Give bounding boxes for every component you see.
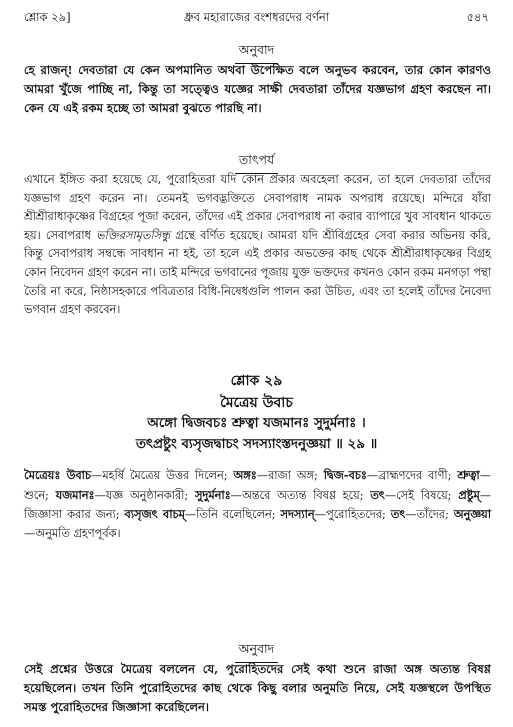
synonym-meaning: রাজা অঙ্গ; — [268, 469, 324, 482]
purport-text: এখানে ইঙ্গিত করা হয়েছে যে, পুরোহিতরা যদি কোন প্রকার অবহেলা করেন, তা হলে দেবতারা তাঁদের যজ্ঞভাগ গ্রহণ করেন না। তেমনই ভগবদ্ভক্তিতে সেবাপরাধ নামক অপরাধ রয়েছে। মন্দিরে যাঁরা শ্রীশ্রীরাধাকৃষ্ণের বিগ্রহের পূজা করেন, তাঁদের এই প্রকার সেবাপরাধ না করার ব্যাপারে খুব সাবধান থাকতে হয়। সেবাপরাধ ভক্তিরসামৃতসিন্ধু গ্রন্থে বর্ণিত হয়েছে। আমরা যদি শ্রীবিগ্রহের সেবা করার অভিনয় করি, কিন্তু সেবাপরাধ সম্বন্ধে সাবধান না হই, তা হলে এই প্রকার অভক্তের কাছ থেকে শ্রীশ্রীরাধাকৃষ্ণের বিগ্রহ কোন নিবেদন গ্রহণ করেন না। তাই মন্দিরে ভগবানের পূজায় যুক্ত ভক্তদের কখনও কোন রকম মনগড়া পন্থা তৈরি না করে, নিষ্ঠাসহকারে পবিত্রতার বিধি-নিষেধগুলি পালন করা উচিত, এবং তা হলেই তাঁদের নৈবেদ্য ভগবান গ্রহণ করবেন। — [24, 173, 491, 317]
book-title-reference: ভক্তিরসামৃতসিন্ধু — [96, 228, 171, 242]
synonym-term: সদস্যান্ — [280, 507, 315, 522]
translation-text-2: সেই প্রশ্নের উত্তরে মৈত্রেয় বললেন যে, পুরোহিতদের সেই কথা শুনে রাজা অঙ্গ অত্যন্ত বিষণ্ণ হয়েছিলেন। তখন তিনি পুরোহিতদের কাছ থেকে কিছু বলার অনুমতি নিয়ে, সেই যজ্ঞস্থলে উপস্থিত সমস্ত পুরোহিতদের জিজ্ঞাসা করেছিলেন। — [24, 662, 491, 714]
header-chapter-title: ধ্রুব মহারাজের বংশধরদের বর্ণনা — [183, 10, 330, 24]
verse-speaker: মৈত্রেয় উবাচ — [220, 395, 293, 411]
synonym-meaning: তাঁদের; — [416, 508, 454, 522]
synonym-meaning: সেই বিষয়ে; — [396, 488, 459, 502]
synonym-term: ব্যসৃজৎ বাচম্ — [124, 507, 185, 522]
synonym-meaning: তিনি বলেছিলেন; — [196, 508, 281, 522]
translation-text: হে রাজন্! দেবতারা যে কেন অপমানিত অথবা উপেক্ষিত বলে অনুভব করবেন, তার কোন কারণও আমরা খুঁজে পাচ্ছি না, কিন্তু তা সত্ত্বেও যজ্ঞের সাক্ষী দেবতারা তাঁদের যজ্ঞভাগ গ্রহণ করছেন না। কেন যে এই রকম হচ্ছে তা আমরা বুঝতে পারছি না। — [24, 63, 491, 115]
synonym-meaning: যজ্ঞ অনুষ্ঠানকারী; — [105, 488, 195, 502]
header-verse-ref: শ্লোক ২৯] — [24, 10, 71, 24]
page-header — [24, 9, 489, 28]
verse-line-1: অঙ্গো দ্বিজবচঃ শ্রুত্বা যজমানঃ সুদুর্মনাঃ । — [147, 415, 366, 431]
translation-heading: অনুবাদ — [0, 42, 513, 64]
header-page-number: ৫৪৭ — [466, 10, 489, 24]
synonym-term: মৈত্রেয়ঃ উবাচ — [24, 468, 92, 482]
synonym-meaning: মহর্ষি মৈত্রেয় উত্তর দিলেন; — [102, 469, 234, 482]
synonym-term: শ্রুত্বা — [457, 468, 480, 482]
synonym-meaning: জিজ্ঞাসা করার জন্য; — [24, 508, 125, 522]
synonym-term: অনুজ্ঞয়া — [453, 507, 491, 522]
synonym-term: দ্বিজ-বচঃ — [323, 468, 367, 482]
purport-heading: তাৎপর্য — [0, 152, 513, 174]
synonym-term: তৎ — [390, 507, 406, 522]
synonym-meaning: শুনে; — [24, 488, 56, 502]
synonym-meaning: ব্রাহ্মণদের বাণী; — [378, 469, 458, 482]
translation-heading-2: অনুবাদ — [0, 641, 513, 663]
synonym-term: সুদুর্মনাঃ — [194, 487, 231, 502]
synonym-meaning: পুরোহিতদের; — [325, 508, 391, 522]
synonym-meaning: অন্তরে অত্যন্ত বিষণ্ণ হয়ে; — [241, 488, 371, 502]
synonym-term: প্রষ্টুম্ — [458, 487, 480, 502]
verse-number: শ্লোক ২৯ — [230, 373, 283, 389]
verse-line-2: তৎপ্রষ্টুং ব্যসৃজদ্বাচং সদস্যাংস্তদনুজ্ঞয়া ॥ ২৯ ॥ — [135, 436, 378, 452]
synonym-term: যজমানঃ — [55, 487, 95, 502]
synonym-term: তৎ — [370, 487, 385, 502]
synonym-term: অঙ্গঃ — [233, 468, 257, 482]
synonyms-block: মৈত্রেয়ঃ উবাচ—মহর্ষি মৈত্রেয় উত্তর দিলেন; অঙ্গঃ—রাজা অঙ্গ; দ্বিজ-বচঃ—ব্রাহ্মণদের বাণী; শ্রুত্বা—শুনে; যজমানঃ—যজ্ঞ অনুষ্ঠানকারী; সুদুর্মনাঃ—অন্তরে অত্যন্ত বিষণ্ণ হয়ে; তৎ—সেই বিষয়ে; প্রষ্টুম্—জিজ্ঞাসা করার জন্য; ব্যসৃজৎ বাচম্—তিনি বলেছিলেন; সদস্যান্—পুরোহিতদের; তৎ—তাঁদের; অনুজ্ঞয়া—অনুমতি গ্রহণপূর্বক। — [24, 468, 492, 540]
synonym-meaning: অনুমতি গ্রহণপূর্বক। — [35, 526, 121, 540]
